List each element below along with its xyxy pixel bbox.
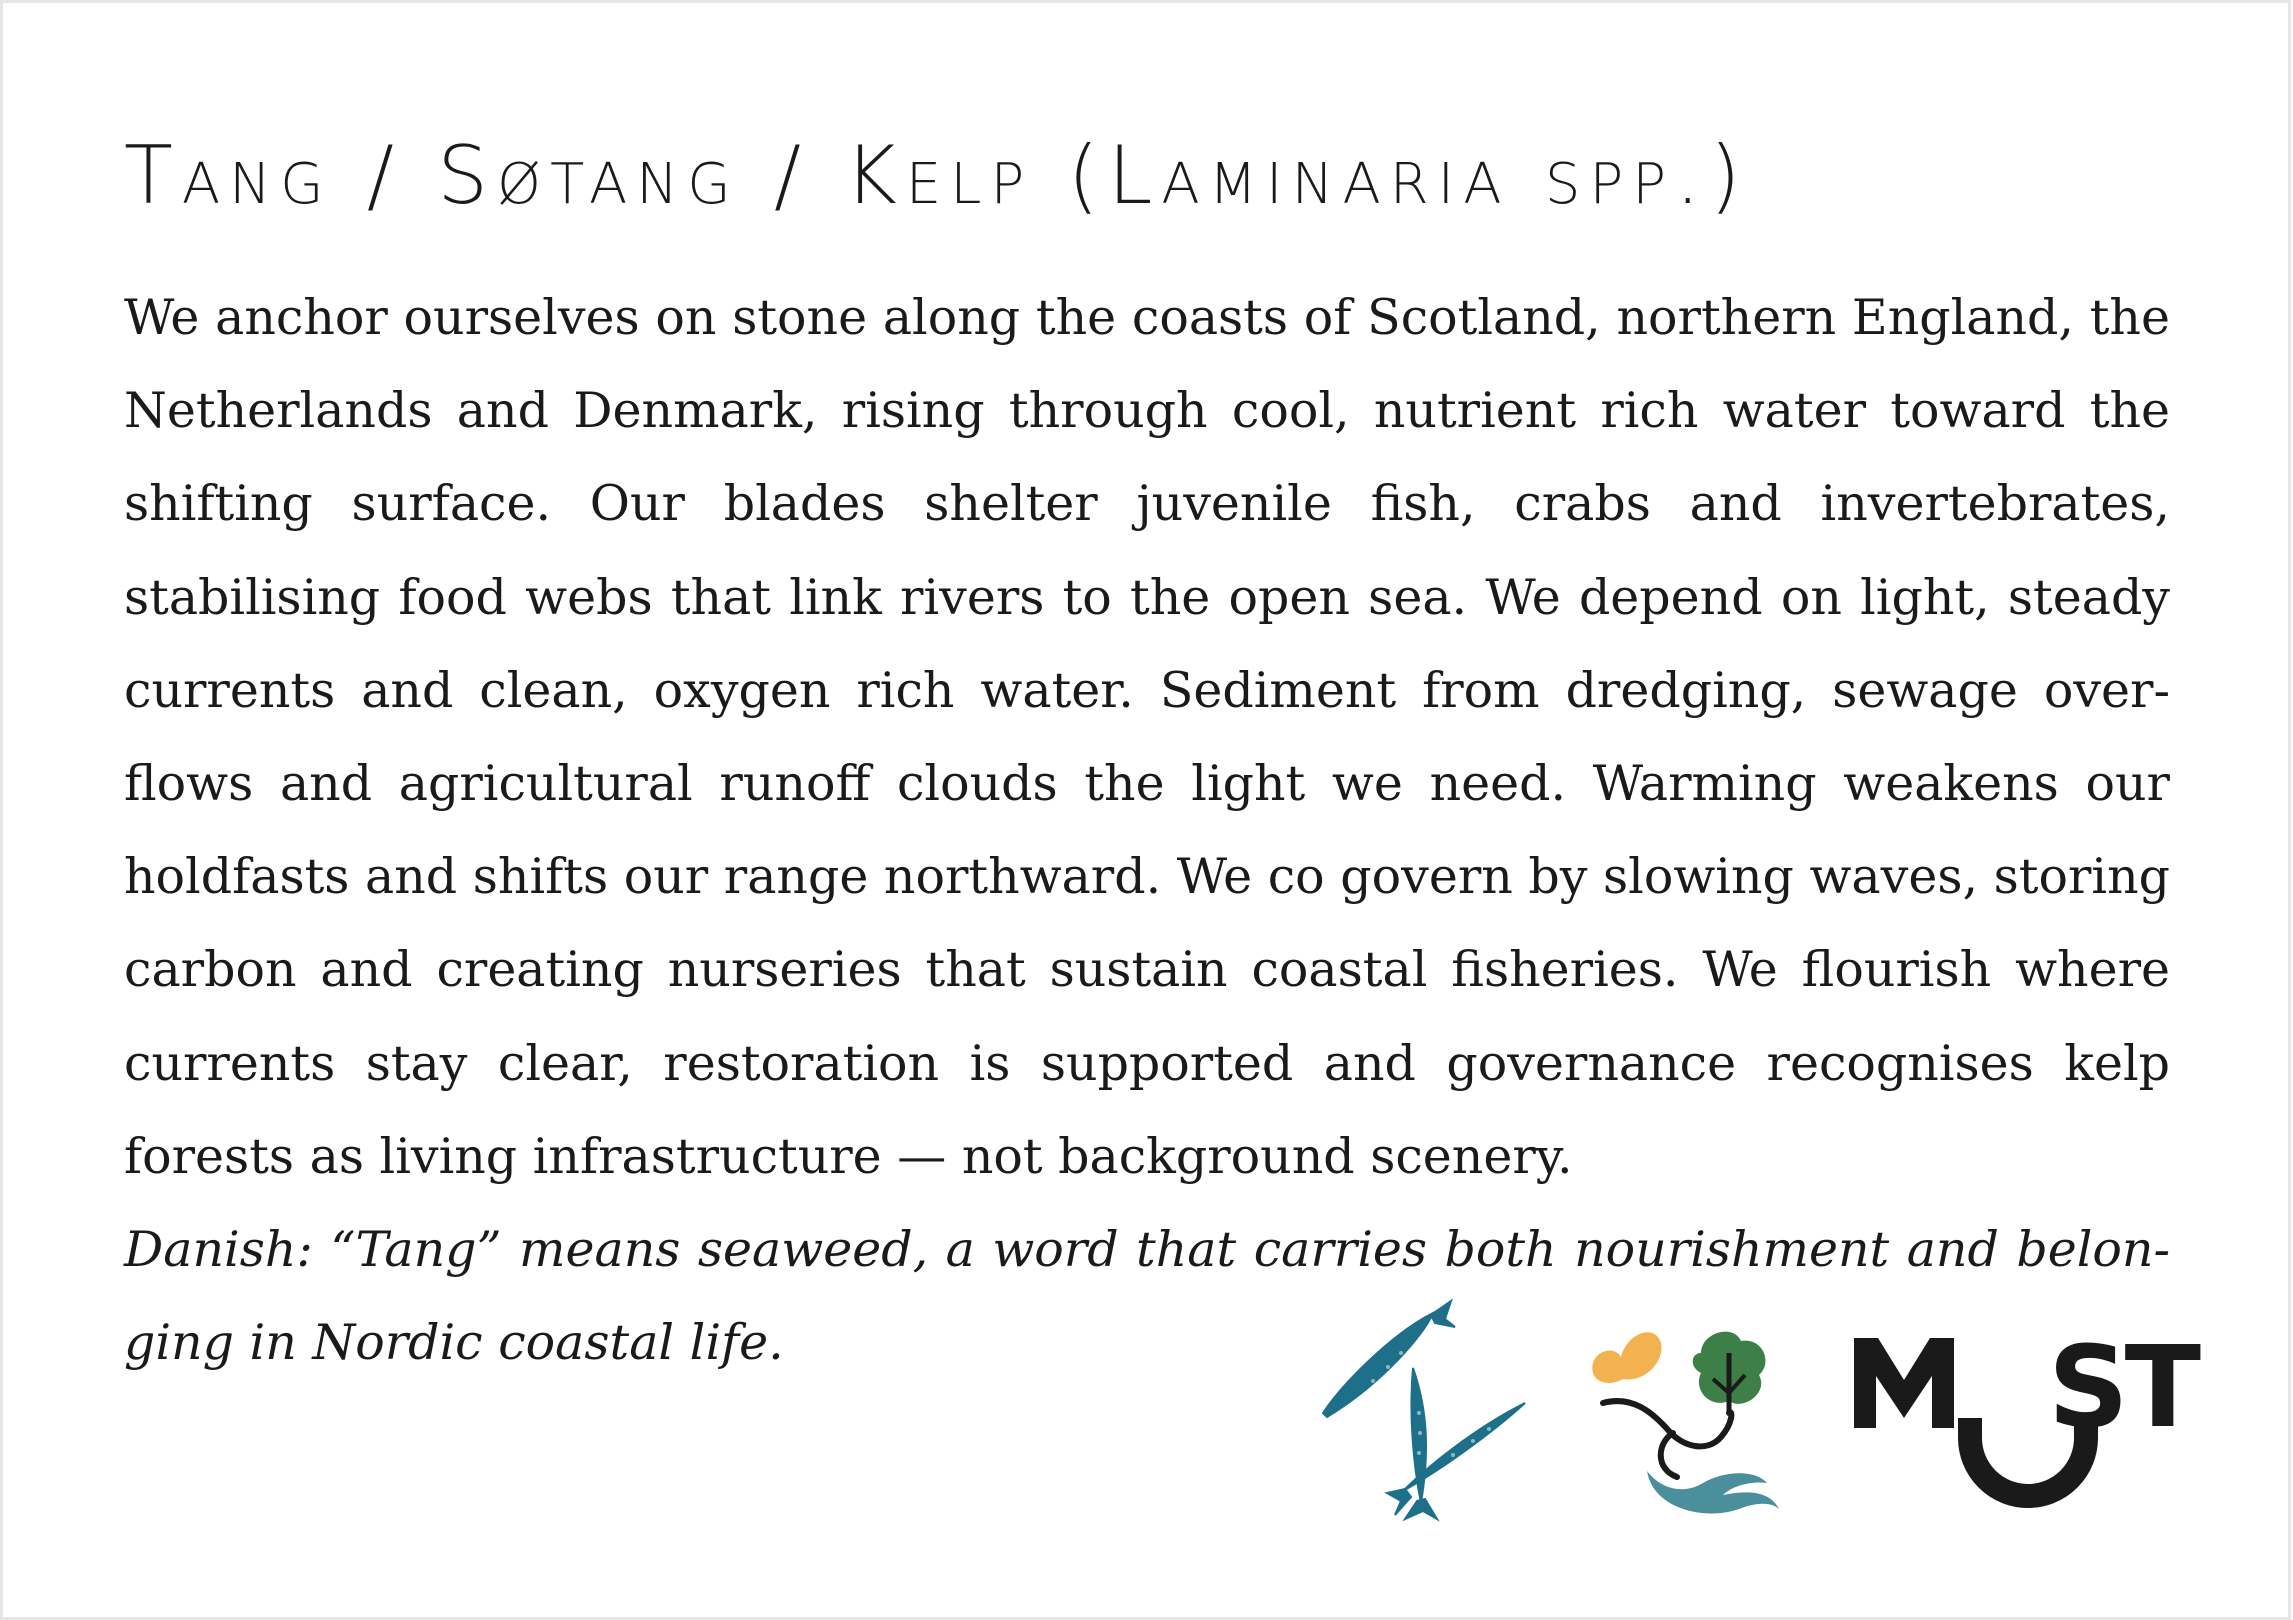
danish-note: Danish: “Tang” means seaweed, a word that carries both nourishment and belonging in Nordic coastal life. — [124, 1221, 2170, 1372]
card-title: Tang / Søtang / Kelp (Laminaria spp.) — [124, 129, 1750, 222]
partner-logos — [1313, 1293, 2198, 1543]
card-body: We anchor ourselves on stone along the coasts of Scotland, northern England, the Netherlands and Denmark, rising through cool, nutrient rich water toward the shifting surface. Our blades shelter juvenile fish, crabs and invertebrates, stabilising food webs that link rivers to the open sea. We depend on light, steady currents and clean, oxygen rich water. Sediment from dredging, sewage overflows and agricultural runoff clouds the light we need. Warming weakens our holdfasts and shifts our range northward. We co govern by slowing waves, storing carbon and creating nurseries that sustain coastal fisheries. We flourish where currents stay clear, restoration is supported and governance recognises kelp forests as living infrastructure — not background scenery. — [124, 289, 2170, 1185]
svg-text:ST: ST — [2048, 1323, 2198, 1453]
must-logo — [1848, 1323, 2198, 1508]
kelp-sprout-icon — [1583, 1313, 1783, 1523]
fish-group-icon — [1313, 1293, 1533, 1523]
